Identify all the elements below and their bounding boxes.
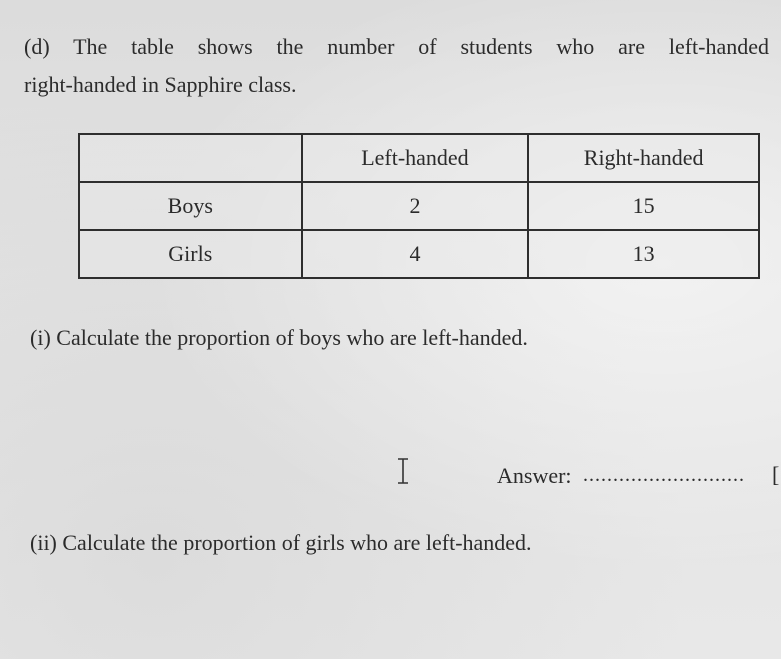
answer-label: Answer: [497, 463, 572, 488]
question-intro-line2: right-handed in Sapphire class. [24, 72, 297, 97]
table-cell-boys-left: 2 [302, 182, 529, 230]
answer-input-line[interactable]: ........................... [583, 464, 745, 486]
text-cursor-icon [396, 458, 410, 484]
table-cell-boys-label: Boys [79, 182, 302, 230]
table-header-left-handed: Left-handed [302, 134, 529, 182]
handedness-table [78, 133, 760, 279]
table-cell-girls-label: Girls [79, 230, 302, 278]
table-cell-girls-right: 13 [528, 230, 759, 278]
table-cell-girls-left: 4 [302, 230, 529, 278]
marks-bracket: [ [772, 462, 780, 487]
table-row-boys [79, 182, 759, 230]
question-intro-line1: (d) The table shows the number of students who are left-handed [24, 34, 769, 59]
table-cell-boys-right: 15 [528, 182, 759, 230]
table-header-row [79, 134, 759, 182]
table-row-girls [79, 230, 759, 278]
question-intro [24, 28, 769, 104]
part-ii-question: (ii) Calculate the proportion of girls who are left-handed. [30, 530, 532, 555]
table-header-empty [79, 134, 302, 182]
table-header-right-handed: Right-handed [528, 134, 759, 182]
part-i-question: (i) Calculate the proportion of boys who are left-handed. [30, 325, 528, 350]
